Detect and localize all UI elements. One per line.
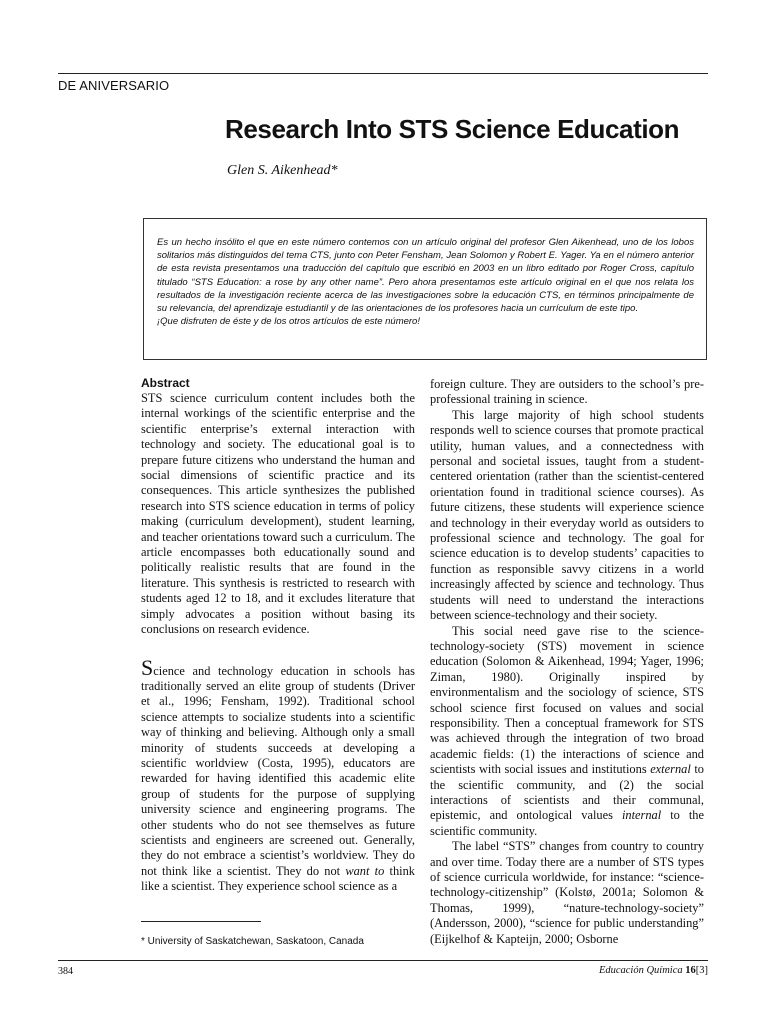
drop-cap: S xyxy=(141,654,154,680)
editorial-intro-box xyxy=(143,218,707,360)
body-text: to the scientific community, and (2) the social interactions of scientists and their communal, epistemic, and ontological values xyxy=(430,762,704,823)
body-paragraph xyxy=(141,654,415,895)
body-text: think like a scientist. They experience school science as a xyxy=(141,863,415,894)
body-paragraph: The label “STS” changes from country to country and over time. Today there are a number of STS types of science curricula worldwide, for instance: “science-technology-citizenship” (Kolstø, 2001a; Solomon & Thomas, 1999), “nature-technology-society” (Andersson, 2000), “science for public understanding” (Eijkelhof & Kapteijn, 2000; Osborne xyxy=(430,839,704,946)
emphasis-text: internal xyxy=(621,808,662,823)
emphasis-text: want to xyxy=(345,863,385,878)
body-text: cience and technology education in schools has traditionally served an elite group of students (Driver et al., 1996; Fensham, 1992). Traditional school science attempts to socialize students into a scientific way of thinking and believing. Although only a small minority of students succeeds at developing a scientific worldview (Costa, 1995), educators are rewarded for having identified this academic elite group of students for the purpose of supplying university science and engineering programs. The other students who do not see themselves as future scientists and engineers are screened out. Generally, they do not embrace a scientist’s worldview. They do not think like a scientist. They do not xyxy=(141,663,415,878)
journal-name: Educación Química xyxy=(598,965,683,976)
body-paragraph xyxy=(430,624,704,840)
footnote-rule xyxy=(141,921,261,922)
body-text: This social need gave rise to the science-technology-society (STS) movement in science education (Solomon & Aikenhead, 1994; Yager, 1996; Ziman, 1980). Originally inspired by environmentalism and the sociology of science, STS school science first focused on values and social responsibility. Then a conceptual framework for STS was achieved through the integration of two broad academic fields: (1) the interactions of science and scientists with social issues and institutions xyxy=(430,623,704,777)
header-rule xyxy=(58,73,708,74)
author-footnote: * University of Saskatchewan, Saskatoon, Canada xyxy=(141,936,364,947)
body-paragraph: This large majority of high school students responds well to science courses that promote practical utility, human values, and a connectedness with personal and societal issues, taught from a student-centered orientation (rather than the scientist-centered orientation found in traditional science courses). As future citizens, these students will experience science and technology in their everyday world as outsiders to professional science and technology. The goal for science education is to develop students’ capacities to function as responsible savvy citizens in a world increasingly affected by science and technology. Thus students will need to understand the interactions between science-technology and their society. xyxy=(430,407,704,623)
body-paragraph: foreign culture. They are outsiders to the school’s pre-professional training in science. xyxy=(430,377,704,407)
abstract-text: STS science curriculum content includes both the internal workings of the scientific enterprise and the scientific enterprise’s external interaction with technology and society. The educational goal is to prepare future citizens who understand the human and social dimensions of scientific practice and its consequences. This article synthesizes the published research into STS science education in terms of policy making (curriculum development), student learning, and teacher orientations toward such a curriculum. The article encompasses both educationally sound and politically realistic results that are found in the literature. This synthesis is restricted to research with students aged 12 to 18, and it excludes literature that simply advocates a position without basing its conclusions on research evidence. xyxy=(141,391,415,637)
footer-rule xyxy=(58,960,708,961)
page-number: 384 xyxy=(58,966,73,977)
section-label: DE ANIVERSARIO xyxy=(58,78,170,93)
article-title: Research Into STS Science Education xyxy=(225,114,680,144)
right-column xyxy=(430,377,704,947)
intro-closing: ¡Que disfruten de éste y de los otros artículos de este número! xyxy=(157,316,420,328)
journal-issue: [3] xyxy=(695,965,708,976)
article-author: Glen S. Aikenhead* xyxy=(227,163,338,178)
journal-citation xyxy=(599,965,708,976)
abstract-heading: Abstract xyxy=(141,376,190,390)
emphasis-text: external xyxy=(650,762,691,777)
intro-paragraph: Es un hecho insólito el que en este número contemos con un artículo original del profesor Glen Aikenhead, uno de los lobos solitarios más distinguidos del tema CTS, junto con Peter Fensham, Jean Solomon y Robert E. Yager. Ya en el número anterior de esta revista presentamos una traducción del capítulo que escribió en 2003 en un libro editado por Roger Cross, capítulo titulado “STS Education: a rose by any other name”. Pero ahora presentamos este artículo original en el que nos relata los resultados de la investigación reciente acerca de las investigaciones sobre la educación CTS, en términos principalmente de su relevancia, del aprendizaje estudiantil y de las orientaciones de los profesores hacia un currículum de este tipo. xyxy=(157,237,694,315)
journal-volume: 16 xyxy=(685,965,696,976)
body-text: to the scientific community. xyxy=(430,808,704,838)
left-column xyxy=(141,376,415,895)
